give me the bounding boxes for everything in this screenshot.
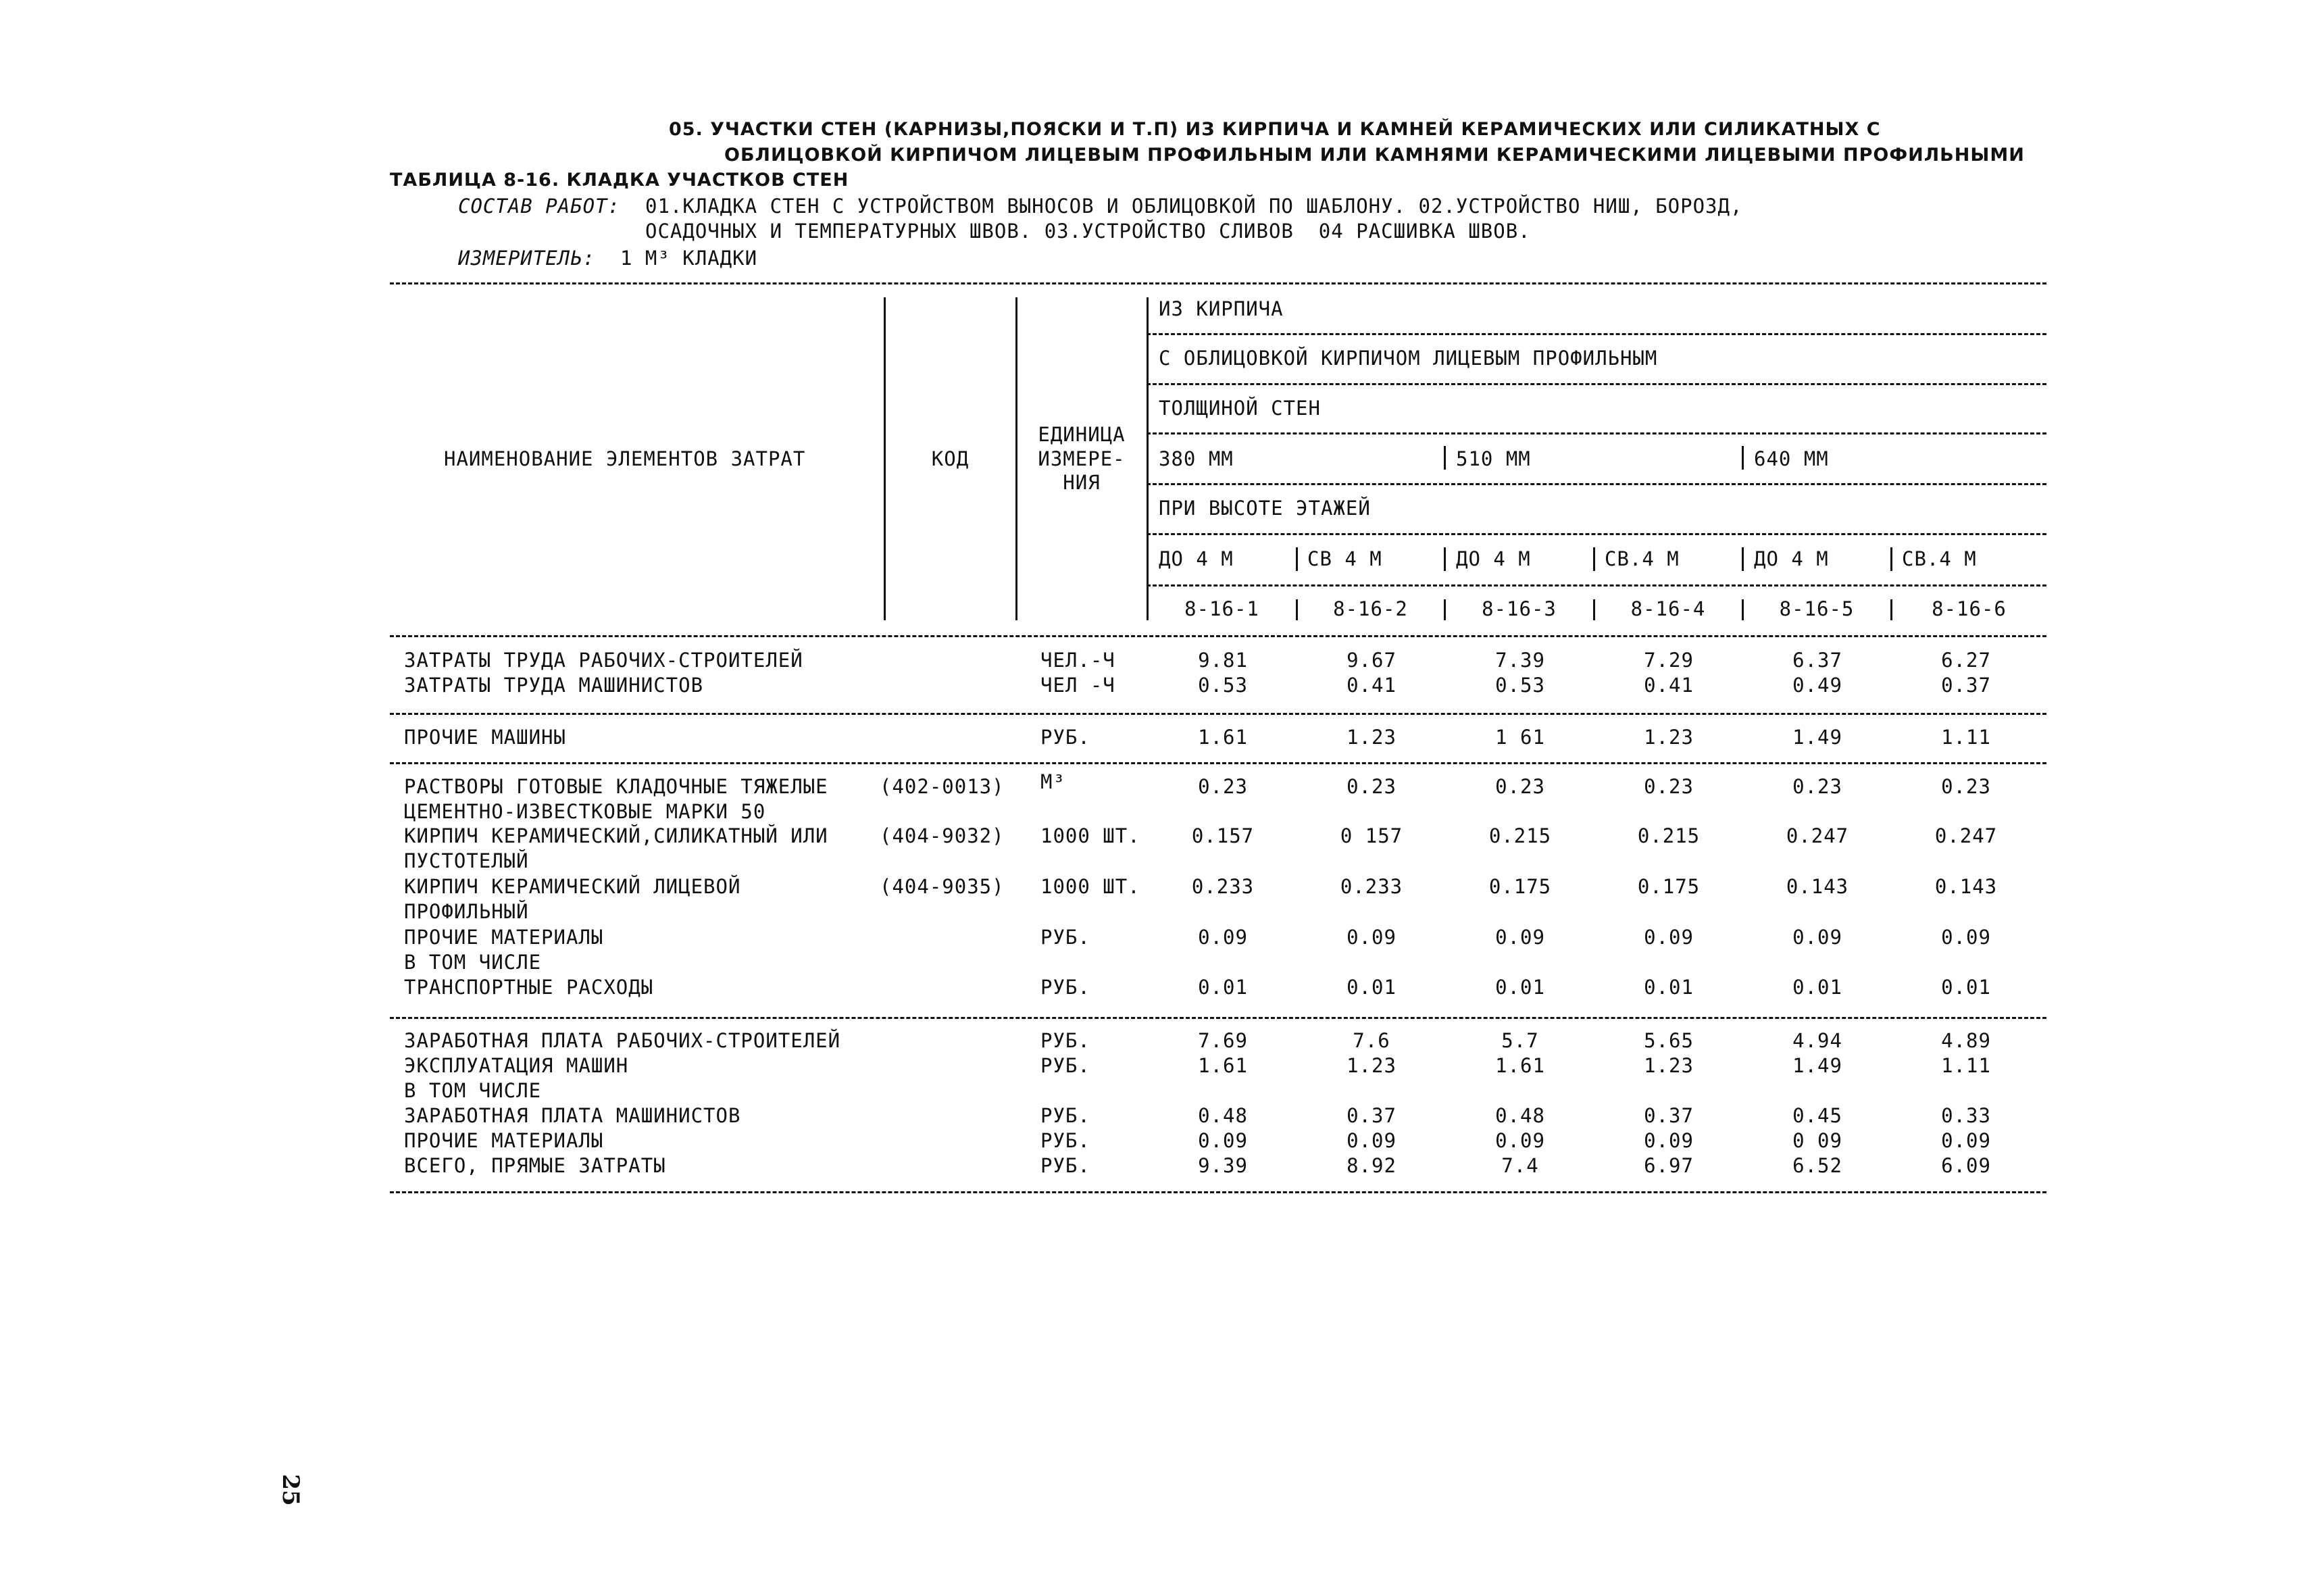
cell-r3-col-5: 1.49 — [1792, 726, 1842, 749]
header-height-6: СВ.4 М — [1902, 547, 1977, 570]
header-element-name: НАИМЕНОВАНИЕ ЭЛЕМЕНТОВ ЗАТРАТ — [444, 447, 806, 470]
cell-r9-col-4: 5.65 — [1644, 1029, 1694, 1052]
header-code-5: 8-16-5 — [1779, 597, 1855, 620]
cell-r7-col-1: 0.09 — [1198, 926, 1248, 949]
header-group-thickness: ТОЛЩИНОЙ СТЕН — [1159, 397, 1321, 420]
cell-r12-col-4: 0.09 — [1644, 1129, 1694, 1152]
vrule-unit-values — [1147, 297, 1149, 620]
cell-r9-col-5: 4.94 — [1792, 1029, 1842, 1052]
cell-r11-col-2: 0.37 — [1347, 1104, 1397, 1127]
cell-r5-col-5: 0.247 — [1786, 824, 1849, 847]
row-other-materials-name: ПРОЧИЕ МАТЕРИАЛЫ — [404, 926, 604, 949]
cell-r9-col-2: 7.6 — [1353, 1029, 1390, 1052]
row-brick-hollow-unit: 1000 ШТ. — [1040, 824, 1140, 847]
cell-r4-col-1: 0.23 — [1198, 775, 1248, 798]
header-code-1: 8-16-1 — [1184, 597, 1259, 620]
cell-r5-col-2: 0 157 — [1340, 824, 1403, 847]
cell-r1-col-2: 9.67 — [1347, 649, 1397, 672]
row-wages-operators-name: ЗАРАБОТНАЯ ПЛАТА МАШИНИСТОВ — [404, 1104, 741, 1127]
cell-r10-col-3: 1.61 — [1495, 1054, 1545, 1077]
cell-r12-col-1: 0.09 — [1198, 1129, 1248, 1152]
header-unit-2: ИЗМЕРЕ- — [1038, 447, 1126, 470]
cell-r6-col-3: 0.175 — [1488, 875, 1552, 898]
vrule-h-2 — [1296, 547, 1298, 571]
page-number: 25 — [277, 1474, 304, 1506]
rule-header-2 — [1147, 383, 2046, 385]
header-code-3: 8-16-3 — [1482, 597, 1557, 620]
cell-r8-col-4: 0.01 — [1644, 976, 1694, 999]
rule-section-3 — [390, 1017, 2046, 1019]
cell-r13-col-3: 7.4 — [1501, 1154, 1539, 1177]
cell-r2-col-5: 0.49 — [1792, 674, 1842, 697]
rule-header-6 — [1147, 584, 2046, 587]
header-code-2: 8-16-2 — [1333, 597, 1408, 620]
cell-r8-col-1: 0.01 — [1198, 976, 1248, 999]
cell-r12-col-6: 0.09 — [1941, 1129, 1991, 1152]
row-brick-facing-name-2: ПРОФИЛЬНЫЙ — [404, 900, 529, 923]
cell-r8-col-3: 0.01 — [1495, 976, 1545, 999]
row-brick-hollow-name-2: ПУСТОТЕЛЫЙ — [404, 849, 529, 872]
row-wages-workers-unit: РУБ. — [1040, 1029, 1090, 1052]
cell-r9-col-1: 7.69 — [1198, 1029, 1248, 1052]
vrule-h-3 — [1444, 547, 1446, 571]
cell-r12-col-5: 0 09 — [1792, 1129, 1842, 1152]
header-unit-1: ЕДИНИЦА — [1038, 423, 1126, 446]
table-title: ТАБЛИЦА 8-16. КЛАДКА УЧАСТКОВ СТЕН — [390, 170, 849, 191]
vrule-h-4 — [1593, 547, 1595, 571]
cell-r13-col-2: 8.92 — [1347, 1154, 1397, 1177]
cell-r13-col-1: 9.39 — [1198, 1154, 1248, 1177]
cell-r7-col-2: 0.09 — [1347, 926, 1397, 949]
cell-r7-col-5: 0.09 — [1792, 926, 1842, 949]
row-other-machines-unit: РУБ. — [1040, 726, 1090, 749]
vrule-h-6 — [1890, 547, 1892, 571]
row-mortar-name-2: ЦЕМЕНТНО-ИЗВЕСТКОВЫЕ МАРКИ 50 — [404, 800, 766, 823]
row-mortar-code: (402-0013) — [880, 775, 1005, 798]
cell-r4-col-5: 0.23 — [1792, 775, 1842, 798]
row-total-direct-unit: РУБ. — [1040, 1154, 1090, 1177]
cell-r1-col-4: 7.29 — [1644, 649, 1694, 672]
row-brick-hollow-code: (404-9032) — [880, 824, 1005, 847]
row-labor-workers-name: ЗАТРАТЫ ТРУДА РАБОЧИХ-СТРОИТЕЛЕЙ — [404, 649, 803, 672]
rule-bottom — [390, 1191, 2046, 1193]
cell-r1-col-3: 7.39 — [1495, 649, 1545, 672]
cell-r3-col-2: 1.23 — [1347, 726, 1397, 749]
cell-r8-col-2: 0.01 — [1347, 976, 1397, 999]
cell-r1-col-6: 6.27 — [1941, 649, 1991, 672]
cell-r4-col-3: 0.23 — [1495, 775, 1545, 798]
cell-r6-col-6: 0.143 — [1934, 875, 1998, 898]
work-composition-label: СОСТАВ РАБОТ: — [458, 195, 620, 218]
section-heading-line2: ОБЛИЦОВКОЙ КИРПИЧОМ ЛИЦЕВЫМ ПРОФИЛЬНЫМ ИЛИ КАМНЯМИ КЕРАМИЧЕСКИМИ ЛИЦЕВЫМИ ПРОФИЛЬНЫМИ — [724, 145, 2025, 166]
row-other-machines-name: ПРОЧИЕ МАШИНЫ — [404, 726, 566, 749]
cell-r8-col-5: 0.01 — [1792, 976, 1842, 999]
header-code-4: 8-16-4 — [1630, 597, 1706, 620]
cell-r6-col-5: 0.143 — [1786, 875, 1849, 898]
cell-r3-col-1: 1.61 — [1198, 726, 1248, 749]
cell-r4-col-4: 0.23 — [1644, 775, 1694, 798]
work-composition-text-2: ОСАДОЧНЫХ И ТЕМПЕРАТУРНЫХ ШВОВ. 03.УСТРОЙСТВО СЛИВОВ 04 РАСШИВКА ШВОВ. — [645, 220, 1531, 243]
header-group-facing: С ОБЛИЦОВКОЙ КИРПИЧОМ ЛИЦЕВЫМ ПРОФИЛЬНЫМ — [1159, 347, 1658, 370]
rule-top — [390, 282, 2046, 284]
cell-r13-col-6: 6.09 — [1941, 1154, 1991, 1177]
rule-section-2 — [390, 762, 2046, 764]
row-brick-facing-unit: 1000 ШТ. — [1040, 875, 1140, 898]
header-group-brick: ИЗ КИРПИЧА — [1159, 297, 1284, 320]
header-height-5: ДО 4 М — [1754, 547, 1829, 570]
rule-header-3 — [1147, 432, 2046, 434]
row-labor-operators-unit: ЧЕЛ -Ч — [1040, 674, 1115, 697]
rule-section-1 — [390, 713, 2046, 715]
row-wages-workers-name: ЗАРАБОТНАЯ ПЛАТА РАБОЧИХ-СТРОИТЕЛЕЙ — [404, 1029, 841, 1052]
header-code: КОД — [931, 447, 970, 470]
cell-r5-col-1: 0.157 — [1191, 824, 1255, 847]
cell-r7-col-6: 0.09 — [1941, 926, 1991, 949]
row-total-direct-name: ВСЕГО, ПРЯМЫЕ ЗАТРАТЫ — [404, 1154, 666, 1177]
row-including-label: В ТОМ ЧИСЛЕ — [404, 951, 542, 974]
header-height-2: СВ 4 М — [1307, 547, 1382, 570]
cell-r11-col-1: 0.48 — [1198, 1104, 1248, 1127]
cell-r1-col-1: 9.81 — [1198, 649, 1248, 672]
cell-r6-col-2: 0.233 — [1340, 875, 1403, 898]
row-labor-operators-name: ЗАТРАТЫ ТРУДА МАШИНИСТОВ — [404, 674, 704, 697]
cell-r11-col-5: 0.45 — [1792, 1104, 1842, 1127]
cell-r1-col-5: 6.37 — [1792, 649, 1842, 672]
cell-r7-col-3: 0.09 — [1495, 926, 1545, 949]
cell-r8-col-6: 0.01 — [1941, 976, 1991, 999]
cell-r2-col-6: 0.37 — [1941, 674, 1991, 697]
header-height-1: ДО 4 М — [1159, 547, 1234, 570]
cell-r5-col-6: 0.247 — [1934, 824, 1998, 847]
header-group-floor-height: ПРИ ВЫСОТЕ ЭТАЖЕЙ — [1159, 497, 1371, 520]
header-thick-380: 380 ММ — [1159, 447, 1234, 470]
cell-r13-col-5: 6.52 — [1792, 1154, 1842, 1177]
cell-r13-col-4: 6.97 — [1644, 1154, 1694, 1177]
cell-r2-col-3: 0.53 — [1495, 674, 1545, 697]
rule-header-1 — [1147, 333, 2046, 335]
cell-r5-col-3: 0.215 — [1488, 824, 1552, 847]
meter-label: ИЗМЕРИТЕЛЬ: — [458, 247, 596, 270]
row-brick-facing-name: КИРПИЧ КЕРАМИЧЕСКИЙ ЛИЦЕВОЙ — [404, 875, 741, 898]
row-transport-unit: РУБ. — [1040, 976, 1090, 999]
header-height-4: СВ.4 М — [1605, 547, 1680, 570]
header-thick-510: 510 ММ — [1456, 447, 1531, 470]
cell-r9-col-3: 5.7 — [1501, 1029, 1539, 1052]
cell-r12-col-2: 0.09 — [1347, 1129, 1397, 1152]
vrule-h-5 — [1742, 547, 1744, 571]
meter-text: 1 М³ КЛАДКИ — [620, 247, 758, 270]
cell-r10-col-4: 1.23 — [1644, 1054, 1694, 1077]
row-other-materials-2-unit: РУБ. — [1040, 1129, 1090, 1152]
cell-r10-col-6: 1.11 — [1941, 1054, 1991, 1077]
row-machine-operation-unit: РУБ. — [1040, 1054, 1090, 1077]
cell-r2-col-1: 0.53 — [1198, 674, 1248, 697]
cell-r3-col-4: 1.23 — [1644, 726, 1694, 749]
cell-r10-col-2: 1.23 — [1347, 1054, 1397, 1077]
cell-r3-col-3: 1 61 — [1495, 726, 1545, 749]
vrule-thick-2 — [1444, 446, 1446, 470]
row-machine-operation-name: ЭКСПЛУАТАЦИЯ МАШИН — [404, 1054, 629, 1077]
work-composition-text-1: 01.КЛАДКА СТЕН С УСТРОЙСТВОМ ВЫНОСОВ И ОБЛИЦОВКОЙ ПО ШАБЛОНУ. 02.УСТРОЙСТВО НИШ, БОРОЗД, — [645, 195, 1743, 218]
row-mortar-name: РАСТВОРЫ ГОТОВЫЕ КЛАДОЧНЫЕ ТЯЖЕЛЫЕ — [404, 775, 828, 798]
vrule-thick-3 — [1742, 446, 1744, 470]
rule-header-bottom — [390, 635, 2046, 637]
rule-header-4 — [1147, 483, 2046, 485]
row-transport-name: ТРАНСПОРТНЫЕ РАСХОДЫ — [404, 976, 654, 999]
cell-r5-col-4: 0.215 — [1637, 824, 1701, 847]
cell-r11-col-3: 0.48 — [1495, 1104, 1545, 1127]
cell-r12-col-3: 0.09 — [1495, 1129, 1545, 1152]
cell-r2-col-2: 0.41 — [1347, 674, 1397, 697]
row-brick-facing-code: (404-9035) — [880, 875, 1005, 898]
row-labor-workers-unit: ЧЕЛ.-Ч — [1040, 649, 1115, 672]
cell-r3-col-6: 1.11 — [1941, 726, 1991, 749]
row-other-materials-unit: РУБ. — [1040, 926, 1090, 949]
header-code-6: 8-16-6 — [1932, 597, 2007, 620]
cell-r4-col-2: 0.23 — [1347, 775, 1397, 798]
cell-r9-col-6: 4.89 — [1941, 1029, 1991, 1052]
row-other-materials-2-name: ПРОЧИЕ МАТЕРИАЛЫ — [404, 1129, 604, 1152]
row-including-label-2: В ТОМ ЧИСЛЕ — [404, 1079, 542, 1102]
cell-r2-col-4: 0.41 — [1644, 674, 1694, 697]
row-wages-operators-unit: РУБ. — [1040, 1104, 1090, 1127]
cell-r10-col-5: 1.49 — [1792, 1054, 1842, 1077]
cell-r6-col-4: 0.175 — [1637, 875, 1701, 898]
cell-r11-col-4: 0.37 — [1644, 1104, 1694, 1127]
header-height-3: ДО 4 М — [1456, 547, 1531, 570]
row-mortar-unit: М³ — [1040, 770, 1065, 793]
cell-r11-col-6: 0.33 — [1941, 1104, 1991, 1127]
rule-header-5 — [1147, 533, 2046, 535]
header-thick-640: 640 ММ — [1754, 447, 1829, 470]
header-unit-3: НИЯ — [1063, 471, 1101, 494]
cell-r4-col-6: 0.23 — [1941, 775, 1991, 798]
cell-r6-col-1: 0.233 — [1191, 875, 1255, 898]
section-heading-line1: 05. УЧАСТКИ СТЕН (КАРНИЗЫ,ПОЯСКИ И Т.П) ИЗ КИРПИЧА И КАМНЕЙ КЕРАМИЧЕСКИХ ИЛИ СИЛИКАТНЫХ С — [669, 119, 1881, 140]
row-brick-hollow-name: КИРПИЧ КЕРАМИЧЕСКИЙ,СИЛИКАТНЫЙ ИЛИ — [404, 824, 828, 847]
cell-r7-col-4: 0.09 — [1644, 926, 1694, 949]
cell-r10-col-1: 1.61 — [1198, 1054, 1248, 1077]
